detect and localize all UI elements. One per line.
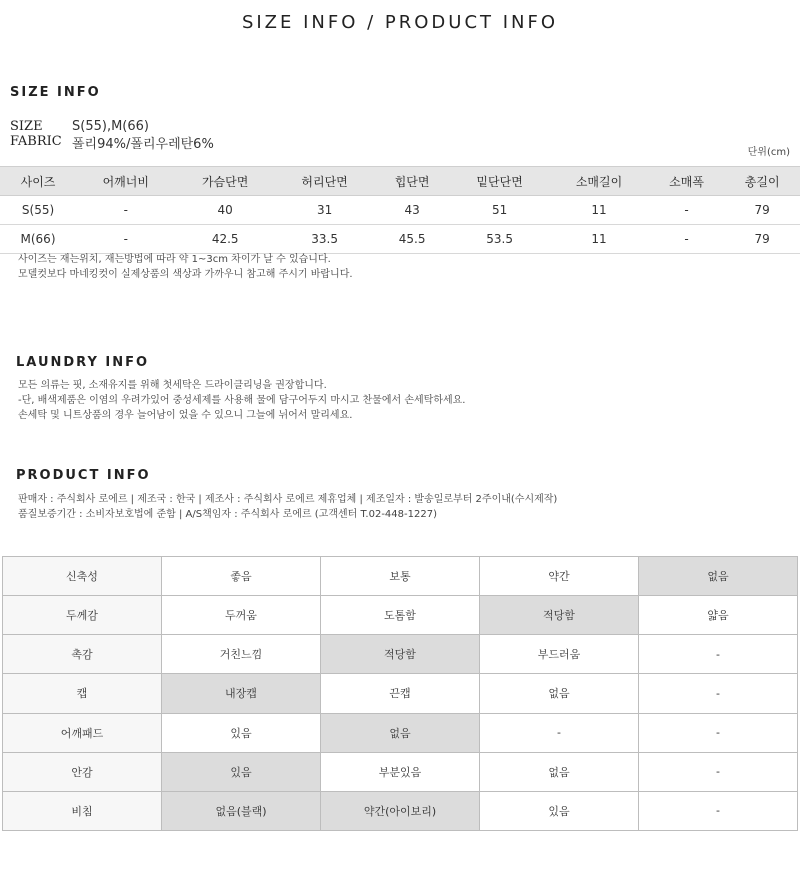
property-option: 있음: [162, 752, 321, 791]
table-row: [0, 225, 800, 254]
property-option: -: [480, 713, 639, 752]
size-label: SIZE: [10, 119, 43, 134]
table-cell: 11: [549, 225, 648, 254]
size-table-header-cell: 사이즈: [0, 167, 76, 196]
size-table-header-cell: 가슴단면: [175, 167, 274, 196]
property-option: 부분있음: [321, 752, 480, 791]
size-table-header-cell: 소매길이: [549, 167, 648, 196]
table-cell: -: [76, 196, 175, 225]
size-notes: [18, 252, 353, 282]
property-label: 어깨패드: [3, 713, 162, 752]
table-cell: 31: [275, 196, 374, 225]
table-cell: 53.5: [450, 225, 549, 254]
property-option: 적당함: [321, 635, 480, 674]
property-option: 끈캡: [321, 674, 480, 713]
fabric-value: 폴리94%/폴리우레탄6%: [72, 137, 214, 152]
table-cell: -: [649, 196, 725, 225]
size-info-title: SIZE INFO: [10, 85, 101, 100]
table-cell: 43: [374, 196, 450, 225]
property-option: 부드러움: [480, 635, 639, 674]
property-option: 보통: [321, 557, 480, 596]
property-option: 약간(아이보리): [321, 791, 480, 830]
fabric-label: FABRIC: [10, 134, 62, 149]
size-table: [0, 166, 800, 254]
property-row: [3, 713, 798, 752]
property-row: [3, 674, 798, 713]
table-cell: S(55): [0, 196, 76, 225]
table-cell: 79: [724, 196, 800, 225]
property-option: -: [639, 752, 798, 791]
property-option: 없음(블랙): [162, 791, 321, 830]
property-option: 있음: [480, 791, 639, 830]
product-info-title: PRODUCT INFO: [16, 468, 151, 483]
laundry-line: 모든 의류는 핏, 소재유지를 위해 첫세탁은 드라이클리닝을 권장합니다.: [18, 380, 327, 391]
property-row: [3, 791, 798, 830]
property-option: -: [639, 674, 798, 713]
size-table-header-cell: 밑단단면: [450, 167, 549, 196]
page-title: SIZE INFO / PRODUCT INFO: [241, 12, 559, 33]
property-option: -: [639, 713, 798, 752]
laundry-line: 손세탁 및 니트상품의 경우 늘어남이 었을 수 있으니 그늘에 뉘어서 말리세요.: [18, 410, 353, 421]
size-table-header-cell: 힙단면: [374, 167, 450, 196]
property-option: 있음: [162, 713, 321, 752]
size-note-line: 모델컷보다 마네킹컷이 실제상품의 색상과 가까우니 참고해 주시기 바랍니다.: [18, 269, 353, 280]
property-option: 얇음: [639, 596, 798, 635]
property-option: 없음: [639, 557, 798, 596]
property-label: 두께감: [3, 596, 162, 635]
table-cell: 42.5: [175, 225, 274, 254]
property-option: 도톰함: [321, 596, 480, 635]
table-cell: 11: [549, 196, 648, 225]
product-line: 판매자 : 주식회사 로에르 | 제조국 : 한국 | 제조사 : 주식회사 로에르 제휴업체 | 제조일자 : 발송일로부터 2주이내(수시제작): [18, 494, 558, 505]
size-note-line: 사이즈는 재는위치, 재는방법에 따라 약 1~3cm 차이가 날 수 있습니다.: [18, 254, 331, 265]
laundry-info-title: LAUNDRY INFO: [16, 355, 150, 370]
table-cell: 51: [450, 196, 549, 225]
size-table-header-cell: 어깨너비: [76, 167, 175, 196]
property-option: 적당함: [480, 596, 639, 635]
product-info-text: [18, 492, 557, 522]
property-option: 없음: [480, 752, 639, 791]
table-cell: -: [76, 225, 175, 254]
property-option: 좋음: [162, 557, 321, 596]
property-label: 안감: [3, 752, 162, 791]
property-label: 캡: [3, 674, 162, 713]
property-option: -: [639, 791, 798, 830]
laundry-info-text: [18, 378, 465, 423]
product-line: 품질보증기간 : 소비자보호법에 준함 | A/S책임자 : 주식회사 로에르 (고객센터 T.02-448-1227): [18, 509, 437, 520]
property-row: [3, 752, 798, 791]
property-option: 없음: [321, 713, 480, 752]
property-label: 신축성: [3, 557, 162, 596]
property-label: 비침: [3, 791, 162, 830]
property-option: 약간: [480, 557, 639, 596]
size-value: S(55),M(66): [72, 119, 149, 134]
property-label: 촉감: [3, 635, 162, 674]
property-row: [3, 557, 798, 596]
table-cell: 33.5: [275, 225, 374, 254]
table-row: [0, 196, 800, 225]
size-table-header-cell: 총길이: [724, 167, 800, 196]
property-option: 거친느낌: [162, 635, 321, 674]
property-row: [3, 635, 798, 674]
property-option: 내장캡: [162, 674, 321, 713]
property-option: 두꺼움: [162, 596, 321, 635]
property-option: 없음: [480, 674, 639, 713]
table-cell: 45.5: [374, 225, 450, 254]
table-cell: 40: [175, 196, 274, 225]
properties-table: [2, 556, 798, 831]
size-table-header-cell: 소매폭: [649, 167, 725, 196]
laundry-line: -단, 배색제품은 이염의 우려가있어 중성세제를 사용해 물에 담구어두지 마시고 찬물에서 손세탁하세요.: [18, 395, 466, 406]
property-row: [3, 596, 798, 635]
table-cell: M(66): [0, 225, 76, 254]
size-table-header: [0, 167, 800, 196]
unit-label: 단위(cm): [747, 147, 790, 158]
table-cell: 79: [724, 225, 800, 254]
size-table-header-cell: 허리단면: [275, 167, 374, 196]
table-cell: -: [649, 225, 725, 254]
property-option: -: [639, 635, 798, 674]
